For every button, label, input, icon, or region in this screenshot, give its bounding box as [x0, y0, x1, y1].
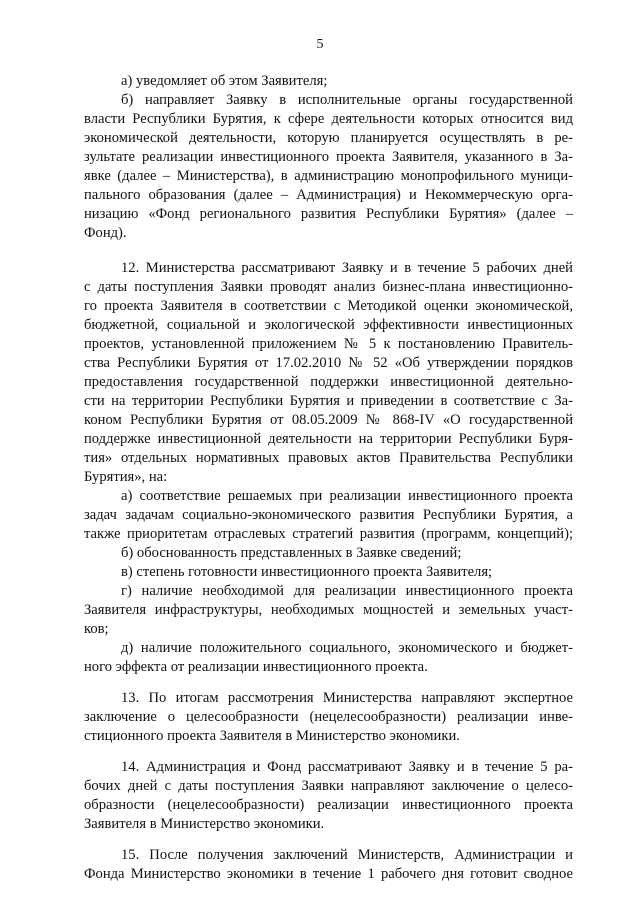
- text-line: Заявителя инфраструктуры, необходимых мощностей и земельных участ-: [84, 602, 573, 618]
- text-line: сти на территории Республики Бурятия и приведении в соответствие с За-: [84, 393, 573, 409]
- text-line: б) обоснованность представленных в Заявке сведений;: [121, 545, 462, 561]
- text-line: Заявителя в Министерство экономики.: [84, 816, 325, 832]
- text-line: явке (далее – Министерства), в администрацию монопрофильного муници-: [84, 168, 573, 184]
- text-line: а) соответствие решаемых при реализации инвестиционного проекта: [121, 488, 573, 504]
- text-line: с даты поступления Заявки проводят анализ бизнес-плана инвестиционно-: [84, 279, 573, 295]
- text-line: коном Республики Бурятия от 08.05.2009 № 868-IV «О государственной: [84, 412, 573, 428]
- text-line: поддержке инвестиционной деятельности на территории Республики Буря-: [84, 431, 573, 447]
- text-line: экономической деятельности, которую планируется осуществлять в ре-: [84, 130, 573, 146]
- text-line: тия» отдельных нормативных правовых актов Правительства Республики: [84, 450, 573, 466]
- text-line: а) уведомляет об этом Заявителя;: [121, 73, 328, 89]
- text-line: д) наличие положительного социального, экономического и бюджет-: [121, 640, 573, 656]
- text-line: Фонд).: [84, 225, 127, 241]
- text-line: Фонда Министерство экономики в течение 1 рабочего дня готовит сводное: [84, 866, 573, 882]
- text-line: б) направляет Заявку в исполнительные органы государственной: [121, 92, 573, 108]
- text-line: задач задачам социально-экономического развития Республики Бурятия, а: [84, 507, 573, 523]
- text-line: ков;: [84, 621, 109, 637]
- text-line: в) степень готовности инвестиционного проекта Заявителя;: [121, 564, 493, 580]
- text-line: ства Республики Бурятия от 17.02.2010 № 52 «Об утверждении порядков: [84, 355, 573, 371]
- text-line: зультате реализации инвестиционного проекта Заявителя, указанного в За-: [84, 149, 573, 165]
- text-line: 14. Администрация и Фонд рассматривают Заявку и в течение 5 ра-: [121, 759, 573, 775]
- text-line: бюджетной, социальной и экологической эффективности инвестиционных: [84, 317, 573, 333]
- text-line: Бурятия», на:: [84, 469, 168, 485]
- text-line: стиционного проекта Заявителя в Министерство экономики.: [84, 728, 460, 744]
- text-line: проектов, установленной приложением № 5 к постановлению Правитель-: [84, 336, 573, 352]
- text-line: заключение о целесообразности (нецелесообразности) реализации инве-: [84, 709, 573, 725]
- text-line: низацию «Фонд регионального развития Республики Бурятия» (далее –: [84, 206, 573, 222]
- text-line: пального образования (далее – Администрация) и Некоммерческую орга-: [84, 187, 573, 203]
- text-line: также приоритетам отраслевых стратегий развития (программ, концепций);: [84, 526, 573, 542]
- text-line: 15. После получения заключений Министерств, Администрации и: [121, 847, 573, 863]
- text-line: ного эффекта от реализации инвестиционного проекта.: [84, 659, 428, 675]
- text-line: г) наличие необходимой для реализации инвестиционного проекта: [121, 583, 573, 599]
- text-line: власти Республики Бурятия, к сфере деятельности которых относится вид: [84, 111, 573, 127]
- text-line: образности (нецелесообразности) реализации инвестиционного проекта: [84, 797, 573, 813]
- page-number: 5: [316, 37, 324, 52]
- text-line: бочих дней с даты поступления Заявки направляют заключение о целесо-: [84, 778, 573, 794]
- text-line: 12. Министерства рассматривают Заявку и в течение 5 рабочих дней: [121, 260, 573, 276]
- text-line: го проекта Заявителя в соответствии с Методикой оценки экономической,: [84, 298, 573, 314]
- text-line: предоставления государственной поддержки инвестиционной деятельно-: [84, 374, 573, 390]
- text-line: 13. По итогам рассмотрения Министерства направляют экспертное: [121, 690, 573, 706]
